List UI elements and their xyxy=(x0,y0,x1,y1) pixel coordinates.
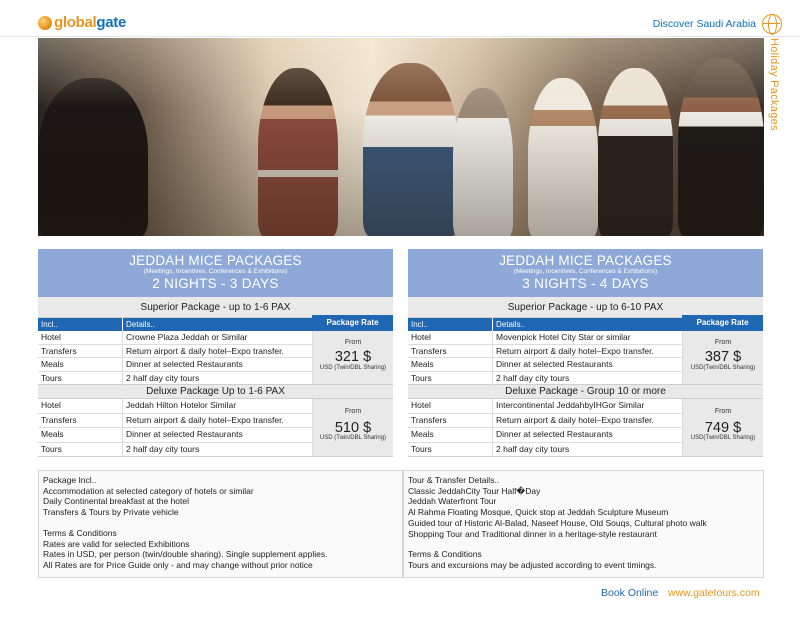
rate-cell xyxy=(682,331,763,384)
table-header xyxy=(408,318,763,331)
col-rate: Package Rate xyxy=(312,315,393,331)
table-row: Meals Dinner at selected Restaurants xyxy=(38,358,312,372)
table-row: Transfers Return airport & daily hotel–Expo transfer. xyxy=(38,414,312,429)
rate-cell xyxy=(682,399,763,456)
notes-heading: Tour & Transfer Details.. xyxy=(408,475,500,485)
table-row: Tours 2 half day city tours xyxy=(408,372,682,386)
table-row: Meals Dinner at selected Restaurants xyxy=(38,428,312,443)
deluxe-table xyxy=(38,399,393,457)
table-row: Tours 2 half day city tours xyxy=(38,443,312,458)
table-header xyxy=(38,318,393,331)
package-duration: 3 NIGHTS - 4 DAYS xyxy=(522,276,649,291)
deluxe-heading: Deluxe Package - Group 10 or more xyxy=(408,385,763,399)
side-label-text: Holiday Packages xyxy=(768,38,780,131)
col-details: Details.. xyxy=(496,320,525,329)
photo-shade xyxy=(38,38,764,236)
package-title-box xyxy=(38,249,393,297)
rate-note: USD(Twin/DBL Sharing) xyxy=(690,435,756,441)
rate-price: 749 $ xyxy=(704,420,742,436)
rate-price: 510 $ xyxy=(334,420,372,436)
notes-heading: Terms & Conditions xyxy=(408,549,482,560)
table-row: Meals Dinner at selected Restaurants xyxy=(408,358,682,372)
globe-icon xyxy=(762,14,782,34)
side-label xyxy=(760,38,800,178)
list-item: Shopping Tour and Traditional dinner in a heritage-style restaurant xyxy=(408,528,657,539)
website-link[interactable]: www.gatetours.com xyxy=(668,587,760,599)
table-row: Hotel Intercontinental JeddahbyIHGor Similar xyxy=(408,399,682,414)
notes-tour-details xyxy=(403,470,764,578)
list-item: Rates are valid for selected Exhibitions xyxy=(43,538,190,549)
logo-text: globalgate xyxy=(54,14,127,31)
notes-heading: Package Incl.. xyxy=(43,475,97,485)
rate-from: From xyxy=(344,339,362,346)
list-item: All Rates are for Price Guide only - and may change without prior notice xyxy=(43,559,313,570)
header xyxy=(0,0,800,38)
book-online-label: Book Online xyxy=(601,587,659,599)
list-item: Daily Continental breakfast at the hotel xyxy=(43,496,190,507)
header-divider xyxy=(0,36,800,37)
rate-price: 321 $ xyxy=(334,349,372,365)
list-item: Al Rahma Floating Mosque, Quick stop at Jeddah Sculpture Museum xyxy=(408,507,669,518)
notes-heading: Terms & Conditions xyxy=(43,527,117,538)
table-row: Transfers Return airport & daily hotel–Expo transfer. xyxy=(408,345,682,359)
table-row: Hotel Jeddah Hilton Hotelor Similar xyxy=(38,399,312,414)
deluxe-table xyxy=(408,399,763,457)
list-item: Classic JeddahCity Tour Half�Day xyxy=(408,485,541,496)
superior-heading: Superior Package - up to 6-10 PAX xyxy=(408,297,763,318)
rate-note: USD (Twin/DBL Sharing) xyxy=(319,365,387,371)
list-item: Jeddah Waterfront Tour xyxy=(408,496,497,507)
table-row: Hotel Movenpick Hotel City Star or similar xyxy=(408,331,682,345)
package-duration: 2 NIGHTS - 3 DAYS xyxy=(152,276,279,291)
package-title: JEDDAH MICE PACKAGES xyxy=(129,253,302,268)
table-row: Transfers Return airport & daily hotel–Expo transfer. xyxy=(38,345,312,359)
list-item: Rates in USD, per person (twin/double sharing). Single supplement applies. xyxy=(43,549,328,560)
table-row: Tours 2 half day city tours xyxy=(408,443,682,458)
rate-cell xyxy=(312,331,393,384)
rate-cell xyxy=(312,399,393,456)
rate-note: USD(Twin/DBL Sharing) xyxy=(690,365,756,371)
superior-table xyxy=(408,331,763,385)
table-row: Transfers Return airport & daily hotel–Expo transfer. xyxy=(408,414,682,429)
notes-inclusions-terms xyxy=(38,470,403,578)
list-item: Accommodation at selected category of hotels or similar xyxy=(43,485,254,496)
rate-from: From xyxy=(344,408,362,415)
package-title-box xyxy=(408,249,763,297)
col-incl: Incl.. xyxy=(408,318,493,331)
package-subtitle: (Meetings, Incentives, Conferences & Exhibitions) xyxy=(143,268,288,275)
list-item: Guided tour of Historic Al-Balad, Naseef House, Old Souqs, Cultural photo walk xyxy=(408,517,707,528)
package-subtitle: (Meetings, Incentives, Conferences & Exhibitions) xyxy=(513,268,658,275)
list-item: Transfers & Tours by Private vehicle xyxy=(43,507,179,518)
logo[interactable] xyxy=(38,14,126,31)
package-title: JEDDAH MICE PACKAGES xyxy=(499,253,672,268)
superior-table xyxy=(38,331,393,385)
rate-price: 387 $ xyxy=(704,349,742,365)
tagline: Discover Saudi Arabia xyxy=(652,18,756,30)
deluxe-heading: Deluxe Package Up to 1-6 PAX xyxy=(38,385,393,399)
package-panel-3n4d xyxy=(408,249,763,457)
col-incl: Incl.. xyxy=(38,318,123,331)
superior-heading: Superior Package - up to 1-6 PAX xyxy=(38,297,393,318)
rate-from: From xyxy=(714,339,732,346)
table-row: Hotel Crowne Plaza Jeddah or Similar xyxy=(38,331,312,345)
table-row: Meals Dinner at selected Restaurants xyxy=(408,428,682,443)
footer xyxy=(0,580,800,618)
globe-logo-icon xyxy=(38,16,52,30)
rate-note: USD (Twin/DBL Sharing) xyxy=(319,435,387,441)
list-item: Tours and excursions may be adjusted according to event timings. xyxy=(408,559,657,570)
package-panel-2n3d xyxy=(38,249,393,457)
table-row: Tours 2 half day city tours xyxy=(38,372,312,386)
hero-photo xyxy=(38,38,764,236)
col-details: Details.. xyxy=(126,320,155,329)
col-rate: Package Rate xyxy=(682,315,763,331)
rate-from: From xyxy=(714,408,732,415)
